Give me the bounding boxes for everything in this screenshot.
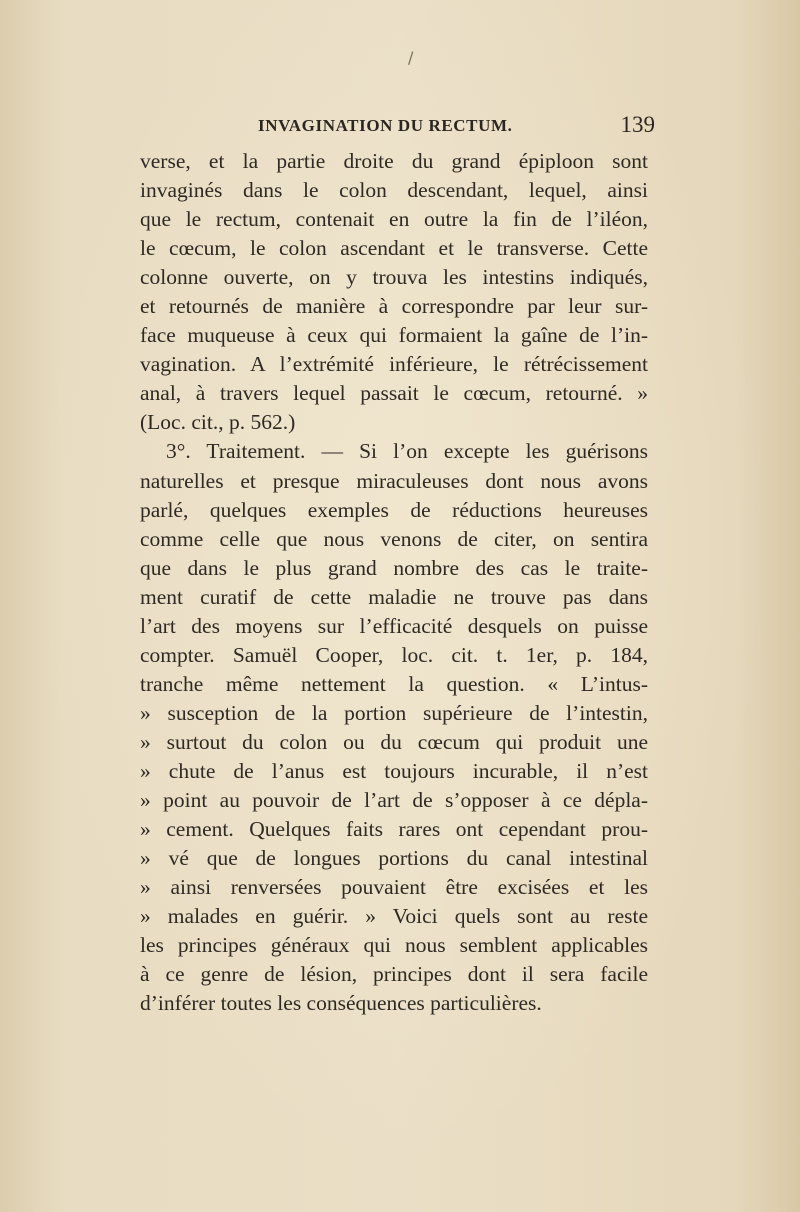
page-header <box>140 112 655 142</box>
text-line: tranche même nettement la question. « L’intus- <box>140 671 648 696</box>
text-line: (Loc. cit., p. 562.) <box>140 410 296 435</box>
section-heading-line: 3°. Traitement. — Si l’on excepte les guérisons <box>166 439 648 464</box>
quote-line: » susception de la portion supérieure de l’intestin, <box>140 700 648 725</box>
margin-mark: / <box>408 48 414 67</box>
running-head: INVAGINATION DU RECTUM. <box>258 116 513 135</box>
quote-line: » point au pouvoir de l’art de s’opposer à ce dépla- <box>140 788 648 813</box>
body-text <box>140 147 648 1018</box>
text-line: à ce genre de lésion, principes dont il sera facile <box>140 962 648 987</box>
text-line: que dans le plus grand nombre des cas le traite- <box>140 555 648 580</box>
quote-line: » cement. Quelques faits rares ont cependant prou- <box>140 817 648 842</box>
text-line: vagination. A l’extrémité inférieure, le rétrécissement <box>140 352 648 377</box>
text-line: invaginés dans le colon descendant, lequel, ainsi <box>140 178 648 203</box>
text-line: le cœcum, le colon ascendant et le transverse. Cette <box>140 236 648 261</box>
text-line: comme celle que nous venons de citer, on sentira <box>140 526 648 551</box>
quote-line: » surtout du colon ou du cœcum qui produit une <box>140 729 648 754</box>
text-line: ment curatif de cette maladie ne trouve pas dans <box>140 584 648 609</box>
text-line: face muqueuse à ceux qui formaient la gaîne de l’in- <box>140 323 648 348</box>
text-line: d’inférer toutes les conséquences particulières. <box>140 991 542 1016</box>
quote-line: » ainsi renversées pouvaient être excisées et les <box>140 875 648 900</box>
text-line: que le rectum, contenait en outre la fin de l’iléon, <box>140 207 648 232</box>
text-line: colonne ouverte, on y trouva les intestins indiqués, <box>140 265 648 290</box>
text-line: parlé, quelques exemples de réductions heureuses <box>140 497 648 522</box>
text-line: compter. Samuël Cooper, loc. cit. t. 1er, p. 184, <box>140 642 648 667</box>
text-line: naturelles et presque miraculeuses dont nous avons <box>140 468 648 493</box>
text-line: anal, à travers lequel passait le cœcum, retourné. » <box>140 381 648 406</box>
quote-line: » vé que de longues portions du canal intestinal <box>140 846 648 871</box>
text-line: verse, et la partie droite du grand épiploon sont <box>140 149 648 173</box>
text-line: et retournés de manière à correspondre par leur sur- <box>140 294 648 319</box>
text-line: les principes généraux qui nous semblent applicables <box>140 933 648 958</box>
page-number: 139 <box>620 112 655 137</box>
quote-line: » chute de l’anus est toujours incurable, il n’est <box>140 758 648 783</box>
quote-line: » malades en guérir. » Voici quels sont au reste <box>140 904 648 929</box>
text-line: l’art des moyens sur l’efficacité desquels on puisse <box>140 613 648 638</box>
